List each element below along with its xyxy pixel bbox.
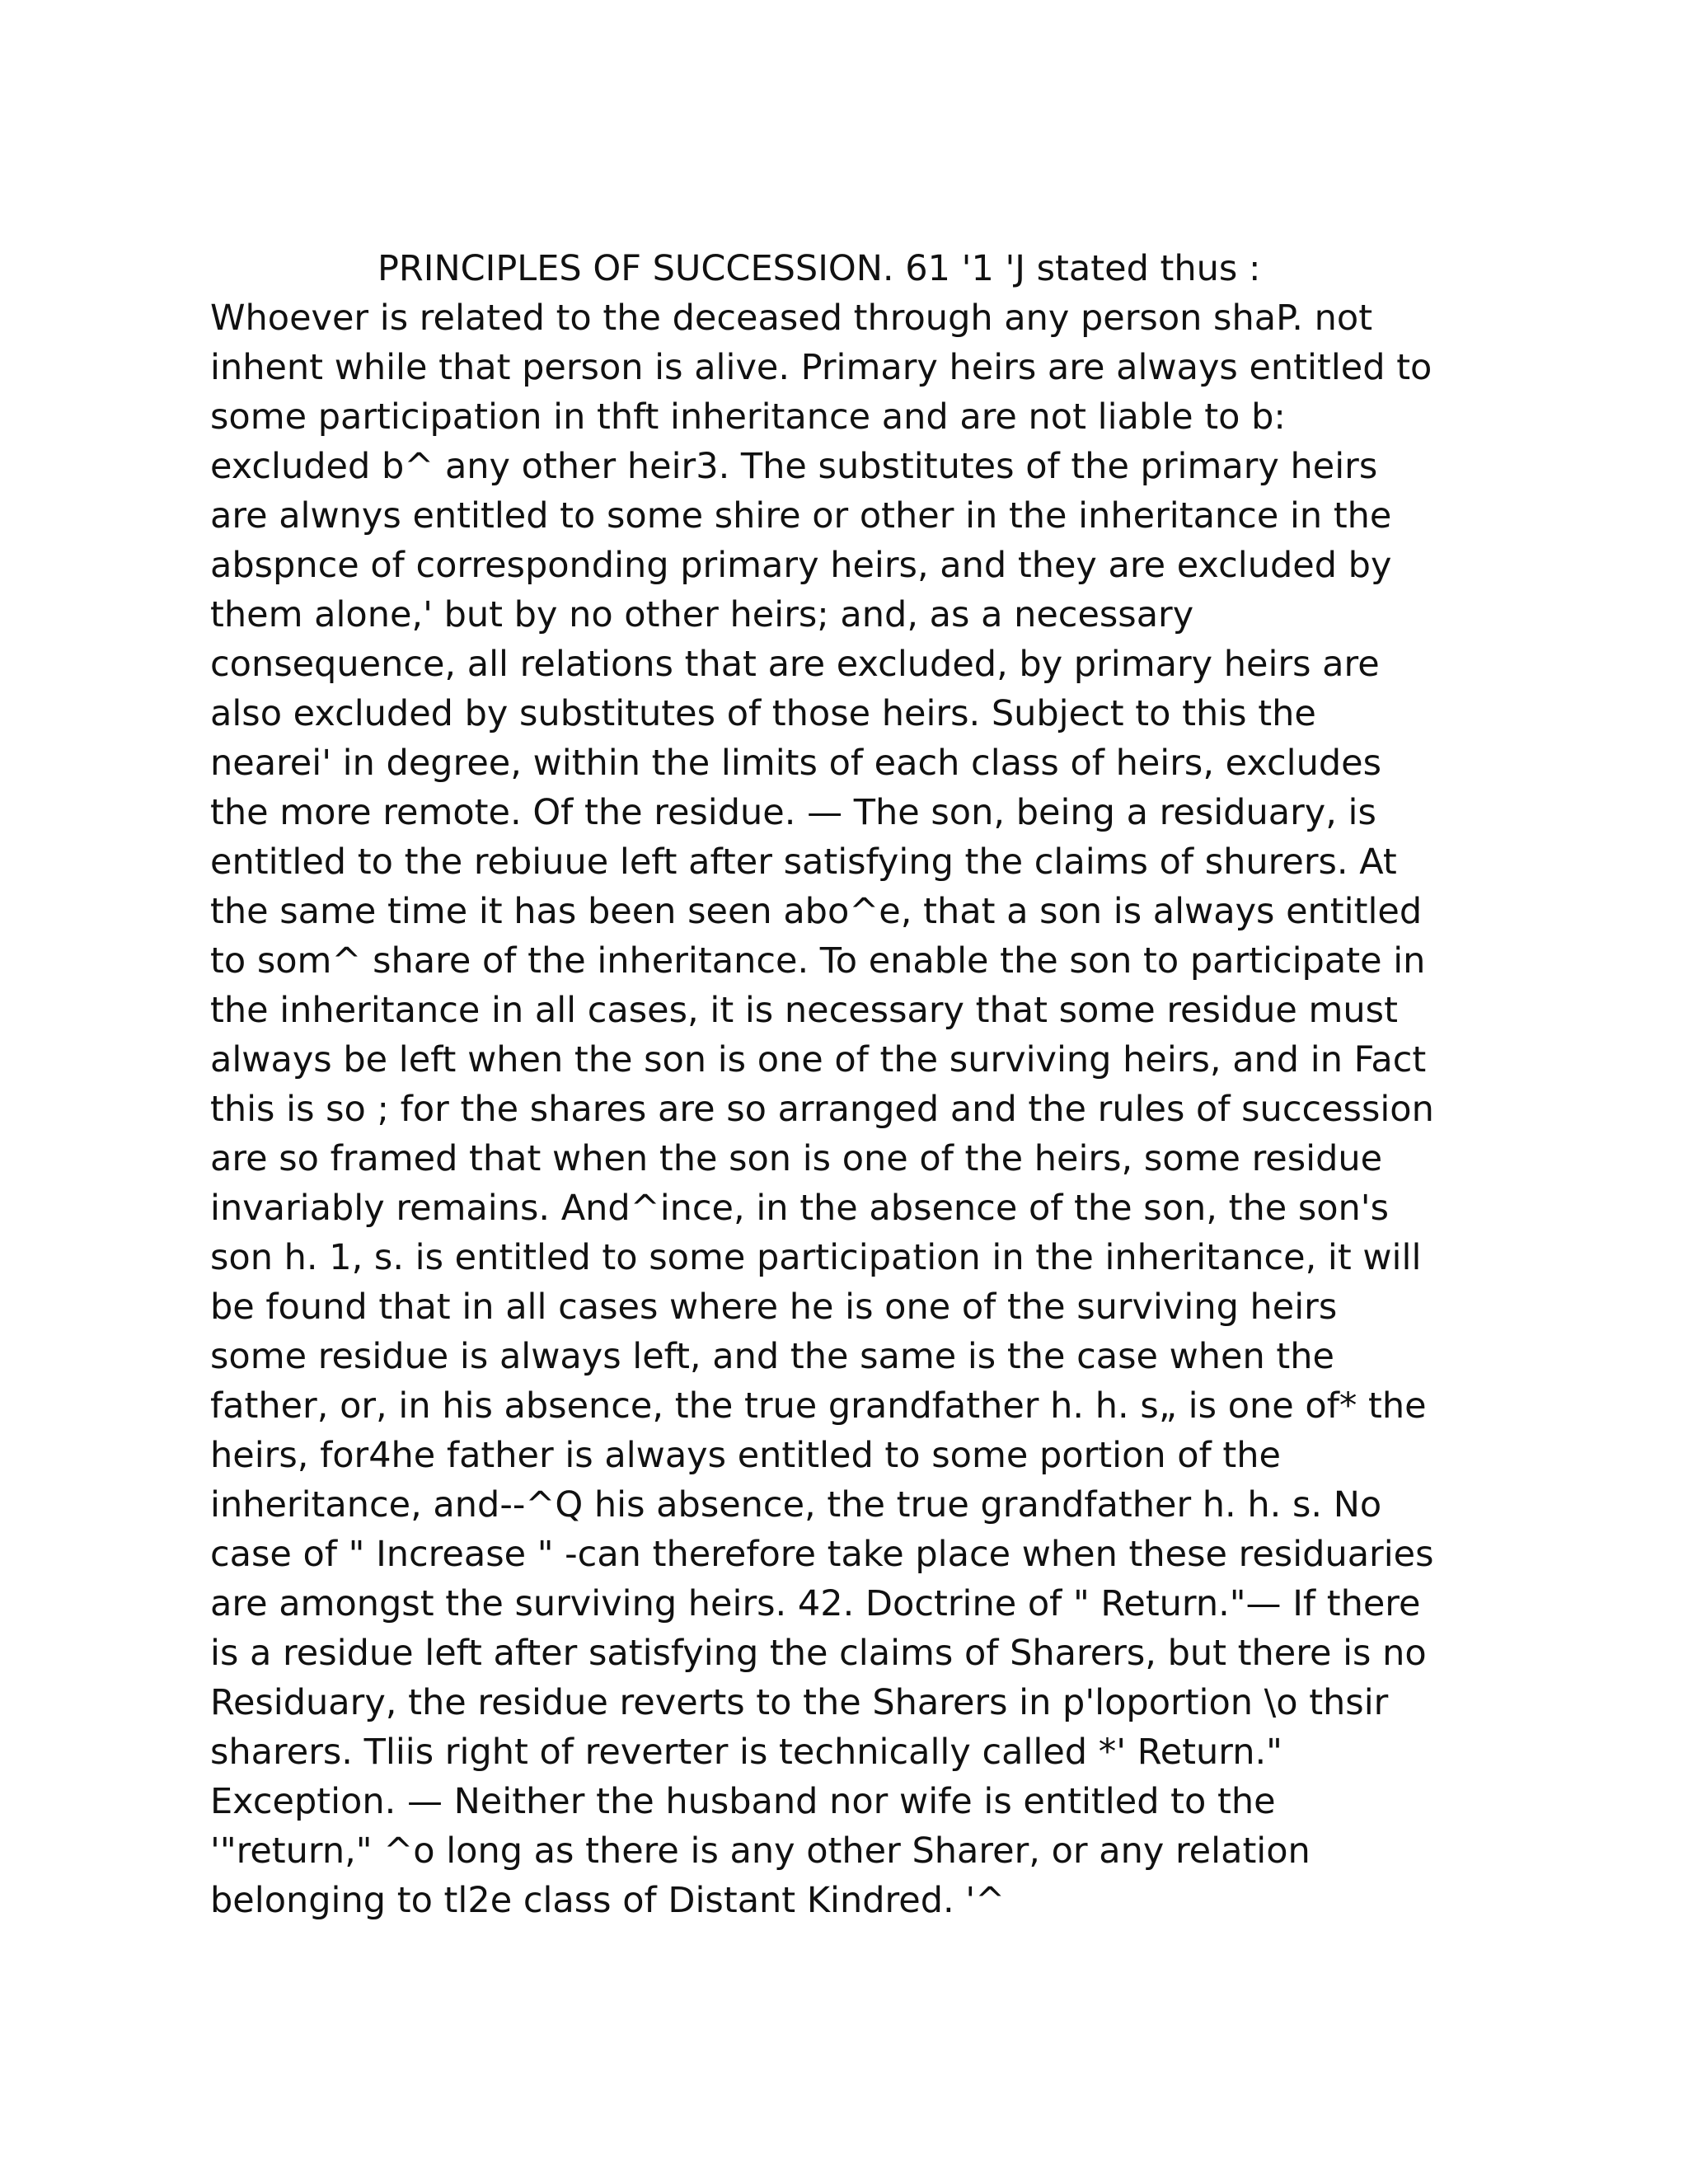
text-line: entitled to the rebiuue left after satisfying the claims of shurers. At xyxy=(210,841,1397,883)
text-line: the inheritance in all cases, it is necessary that some residue must xyxy=(210,990,1398,1031)
text-line: are alwnys entitled to some shire or other in the inheritance in the xyxy=(210,495,1392,537)
text-line: Whoever is related to the deceased through any person shaP. not xyxy=(210,298,1373,339)
text-line: heirs, for4he father is always entitled to some portion of the xyxy=(210,1435,1281,1476)
text-line: son h. 1, s. is entitled to some participation in the inheritance, it will xyxy=(210,1237,1422,1278)
text-line: inhent while that person is alive. Primary heirs are always entitled to xyxy=(210,347,1432,388)
text-line: the more remote. Of the residue. — The son, being a residuary, is xyxy=(210,792,1376,833)
text-line: father, or, in his absence, the true grandfather h. h. s„ is one of* the xyxy=(210,1385,1427,1427)
text-line: Exception. — Neither the husband nor wife is entitled to the xyxy=(210,1781,1276,1822)
text-line: consequence, all relations that are excluded, by primary heirs are xyxy=(210,644,1380,685)
text-line: some residue is always left, and the same is the case when the xyxy=(210,1336,1334,1377)
text-line: are so framed that when the son is one of the heirs, some residue xyxy=(210,1138,1383,1179)
body-text xyxy=(210,244,1496,1925)
text-line: always be left when the son is one of the surviving heirs, and in Fact xyxy=(210,1039,1427,1080)
text-line: is a residue left after satisfying the claims of Sharers, but there is no xyxy=(210,1633,1427,1674)
text-line: also excluded by substitutes of those heirs. Subject to this the xyxy=(210,693,1316,734)
text-line: are amongst the surviving heirs. 42. Doctrine of " Return."— If there xyxy=(210,1583,1421,1624)
text-line: abspnce of corresponding primary heirs, and they are excluded by xyxy=(210,545,1392,586)
text-line: inheritance, and--^Q his absence, the true grandfather h. h. s. No xyxy=(210,1484,1382,1526)
text-line: this is so ; for the shares are so arranged and the rules of succession xyxy=(210,1089,1434,1130)
text-line: sharers. Tliis right of reverter is technically called *' Return." xyxy=(210,1732,1282,1773)
text-line: '"return," ^o long as there is any other Sharer, or any relation xyxy=(210,1830,1311,1872)
text-line: be found that in all cases where he is one of the surviving heirs xyxy=(210,1286,1338,1328)
text-line: them alone,' but by no other heirs; and, as a necessary xyxy=(210,594,1194,635)
text-line: the same time it has been seen abo^e, that a son is always entitled xyxy=(210,891,1423,932)
text-line: to som^ share of the inheritance. To enable the son to participate in xyxy=(210,940,1426,982)
text-line: case of " Increase " -can therefore take place when these residuaries xyxy=(210,1534,1434,1575)
text-line: invariably remains. And^ince, in the absence of the son, the son's xyxy=(210,1188,1390,1229)
heading-line: PRINCIPLES OF SUCCESSION. 61 '1 'J stated thus : xyxy=(377,248,1261,289)
text-line: belonging to tl2e class of Distant Kindred. '^ xyxy=(210,1880,1006,1921)
text-line: nearei' in degree, within the limits of each class of heirs, excludes xyxy=(210,743,1382,784)
text-line: excluded b^ any other heir3. The substitutes of the primary heirs xyxy=(210,446,1378,487)
text-line: Residuary, the residue reverts to the Sharers in p'loportion \o thsir xyxy=(210,1682,1389,1723)
text-line: some participation in thft inheritance and are not liable to b: xyxy=(210,396,1286,438)
